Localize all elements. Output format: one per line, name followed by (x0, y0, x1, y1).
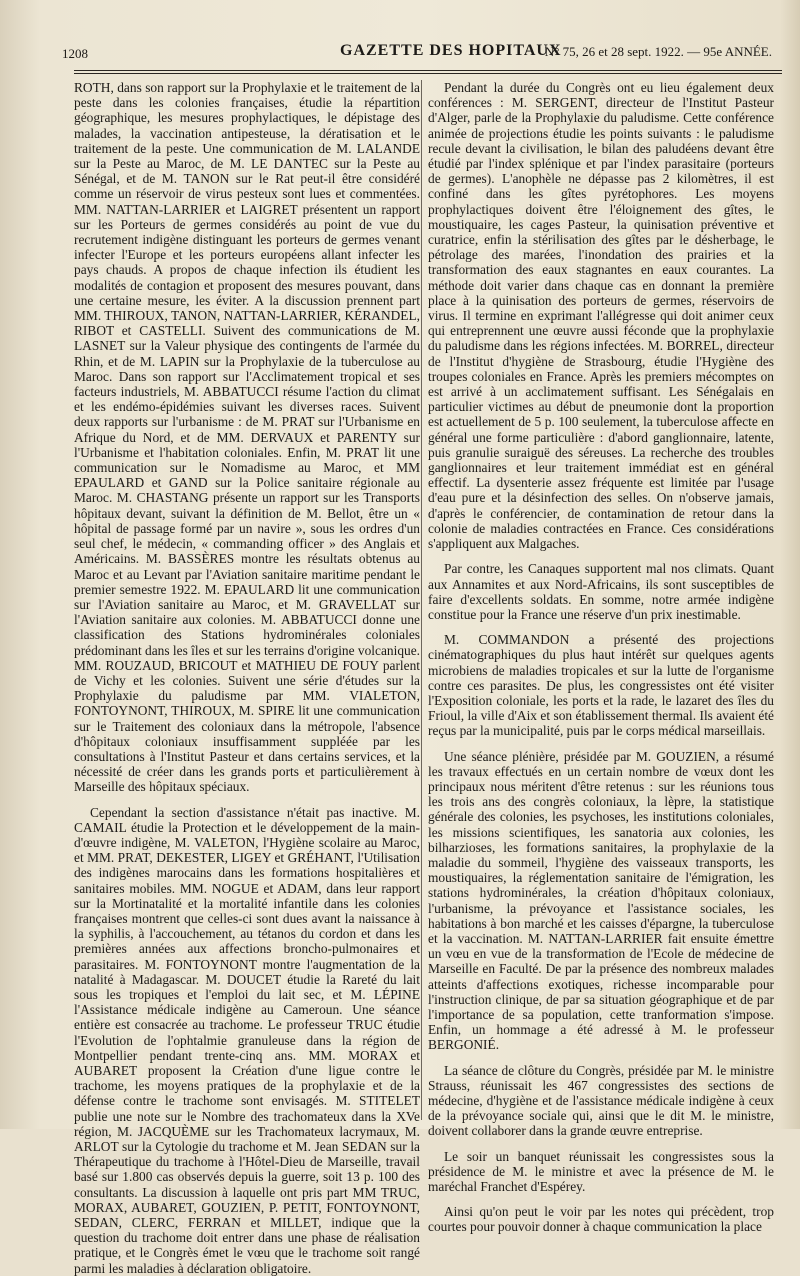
column-divider (421, 80, 422, 1120)
issue-info: N° 75, 26 et 28 sept. 1922. — 95e ANNÉE. (544, 44, 772, 59)
page-number: 1208 (62, 46, 88, 61)
paragraph: Pendant la durée du Congrès ont eu lieu également deux conférences : M. SERGENT, directeur de l'Institut Pasteur d'Alger, parle de la Prophylaxie du paludisme. Cette conférence animée de projections étudie les points suivants : le paludisme recule devant la civilisation, le bilan des paludéens devant être étudié par l'index splénique et par l'index parasitaire (porteurs de germes). L'anophèle ne dépasse pas 2 kilomètres, il est confiné dans les gîtes pyrétophores. Les moyens prophylactiques doivent être l'éloignement des gîtes, le moustiquaire, les cages Pasteur, la quinisation préventive et curatrice, enfin la stérilisation des gîtes par le désherbage, le pétrolage des marées, l'inondation des prairies et la transformation des eaux stagnantes en eaux courantes. La méthode doit varier dans chaque cas en donnant la première place à la quinisation des porteurs de germes, réservoirs de virus. Il termine en exprimant l'allégresse qui doit animer ceux qui entreprennent une œuvre aussi féconde que la prophylaxie du paludisme dans les régions infectées. M. BORREL, directeur de l'Institut d'hygiène de Strasbourg, étudie l'Hygiène des troupes coloniales en France. Après les premiers mécomptes on est arrivé à un acclimatement suffisant. Les Sénégalais en particulier victimes au début de pneumonie dont la proportion est actuellement de 5 p. 100 seulement, la tuberculose affecte en général une forme particulière : d'abord ganglionnaire, latente, puis granulie suraiguë des séreuses. La recherche des troubles ganglionnaires et leur traitement immédiat est en général effectif. La dysenterie assez fréquente est limitée par l'usage d'eau pure et la désinfection des selles. On n'observe jamais, d'après le conférencier, de contamination de retour dans la colonie de maladies contractées en France. Ces considérations s'appliquent aux Malgaches. (428, 80, 774, 552)
header-rule-bottom (74, 73, 782, 74)
paragraph: M. COMMANDON a présenté des projections cinématographiques du plus haut intérêt sur quelques agents microbiens de maladies tropicales et sur la lutte de l'organisme contre ces parasites. De plus, les congressistes ont été visiter l'Exposition coloniale, les ports et la rade, le lazaret des îles du Frioul, la ville d'Aix et son établissement thermal. Ils avaient été reçus par la municipalité, puis par le corps médical marseillais. (428, 632, 774, 739)
paragraph: Par contre, les Canaques supportent mal nos climats. Quant aux Annamites et aux Nord-Africains, ils sont susceptibles de faire d'excellents soldats. En somme, notre armée indigène constitue pour la France une réserve d'un prix inestimable. (428, 561, 774, 622)
journal-title: GAZETTE DES HOPITAUX (340, 42, 562, 59)
right-column (428, 80, 774, 1235)
paragraph: ROTH, dans son rapport sur la Prophylaxie et le traitement de la peste dans les colonies françaises, étudie la répartition géographique, les mesures prophylactiques, le dépistage des malades, la vaccination antipesteuse, la dératisation et le traitement de la peste. Une communication de M. LALANDE sur la Peste au Maroc, de M. LE DANTEC sur la Peste au Sénégal, et de M. TANON sur le Rat peut-il être considéré comme un réservoir de virus pesteux sont lues et commentées. MM. NATTAN-LARRIER et LAIGRET présentent un rapport sur les Porteurs de germes considérés au point de vue du recrutement indigène distinguant les porteurs de germes venant infecter l'Europe et les porteurs européens allant infecter les pays chauds. A propos de chaque infection ils étudient les modalités de contagion et proposent des mesures pouvant, dans une certaine mesure, les éviter. A la discussion prennent part MM. THIROUX, TANON, NATTAN-LARRIER, KÉRANDEL, RIBOT et CASTELLI. Suivent des communications de M. LASNET sur la Valeur physique des contingents de l'armée du Rhin, et de M. LAPIN sur la Prophylaxie de la tuberculose au Maroc. Dans son rapport sur l'Acclimatement tropical et ses facteurs industriels, M. ABBATUCCI résume l'action du climat et les endémo-épidémies suivant les diverses races. Suivent deux rapports sur l'urbanisme : de M. PRAT sur l'Urbanisme en Afrique du Nord, et de MM. DERVAUX et PARENTY sur l'Urbanisme et l'habitation coloniales. Enfin, M. PRAT lit une communication sur le Nomadisme au Maroc, et MM EPAULARD et GAND sur la Police sanitaire régionale au Maroc. M. CHASTANG présente un rapport sur les Transports hôpitaux devant, suivant la définition de M. Bellot, être un « hôpital de passage formé par un navire », sous les ordres d'un seul chef, le médecin, « commanding officer » des Anglais et Américains. M. BASSÈRES montre les résultats obtenus au Maroc et au Levant par l'Aviation sanitaire maritime pendant le premier semestre 1922. M. EPAULARD lit une communication sur l'Aviation sanitaire au Maroc, et M. GRAVELLAT sur l'Aviation sanitaire aux colonies. M. ABBATUCCI donne une classification des Stations hydrominérales coloniales prédominant dans les îles et sur les terrains d'origine volcanique. MM. ROUZAUD, BRICOUT et MATHIEU DE FOUY parlent de Vichy et les colonies. Suivent une série d'études sur la Prophylaxie du paludisme par MM. VIALETON, FONTOYNONT, THIROUX, M. SPIRE lit une communication sur le Traitement des coloniaux dans la métropole, l'absence d'hôpitaux coloniaux insuffisamment suppléée par les consultations à l'Institut Pasteur et dans certains services, et la nécessité de créer dans les grands ports et particulièrement à Marseille des hôpitaux spéciaux. (74, 80, 421, 795)
paragraph: Le soir un banquet réunissait les congressistes sous la présidence de M. le ministre et avec la présence de M. le maréchal Franchet d'Espérey. (428, 1148, 774, 1195)
page-header (58, 40, 778, 66)
paragraph: La séance de clôture du Congrès, présidée par M. le ministre Strauss, réunissait les 467 congressistes des sections de médecine, d'hygiène et de l'assistance médicale indigène à ceux de la prévoyance sociale qui, ainsi que le dit M. le ministre, doivent collaborer dans la grande œuvre entreprise. (428, 1062, 774, 1139)
left-column (74, 80, 421, 1276)
paragraph: Ainsi qu'on peut le voir par les notes qui précèdent, trop courtes pour pouvoir donner à chaque communication la place (428, 1204, 774, 1235)
header-rule-top (74, 70, 782, 71)
paragraph: Une séance plénière, présidée par M. GOUZIEN, a résumé les travaux effectués en un certain nombre de vœux dont les principaux nous méritent d'être retenus : sur les réunions tous les trois ans des congrès coloniaux, la lèpre, la statistique générale des colonies, les psychoses, les institutions coloniales, les missions scientifiques, les sanatoria aux colonies, les bilharzioses, les formations sanitaires, la prophylaxie de la maladie du sommeil, l'hygiène des vaisseaux transports, les moustiquaires, la réglementation sanitaire de l'émigration, les stations hydrominérales, la création d'hôpitaux coloniaux, l'urbanisme, la prévoyance et l'assistance sociales, les habitations à bon marché et les caisses d'épargne, la tuberculose et la vaccination. M. NATTAN-LARRIER fait ensuite émettre un vœu en vue de la transformation de l'Ecole de médecine de Marseille en Faculté. De par la présence des nombreux malades atteints d'affections exotiques, richesse incomparable pour l'instruction clinique, de par sa situation géographique et de par l'importance de sa population, cette tranformation s'impose. Enfin, un hommage a été adressé à M. le professeur BERGONIÉ. (428, 748, 774, 1053)
paragraph: Cependant la section d'assistance n'était pas inactive. M. CAMAIL étudie la Protection et le développement de la main-d'œuvre indigène, M. VALETON, l'Hygiène scolaire au Maroc, et MM. PRAT, DEKESTER, LIGEY et GRÉHANT, l'Utilisation des indigènes marocains dans les formations hospitalières et sanitaires mobiles. MM. NOGUE et ADAM, dans leur rapport sur la Mortinatalité et la mortalité infantile dans les colonies françaises montrent que celles-ci sont dues avant la naissance à la syphilis, à l'accouchement, au tétanos du cordon et dans les premières années aux affections broncho-pulmonaires et parasitaires. M. FONTOYNONT montre l'augmentation de la natalité à Madagascar. M. DOUCET étudie la Rareté du lait sous les tropiques et l'emploi du lait sec, et M. LÉPINE l'Assistance médicale indigène au Cameroun. Une séance entière est consacrée au trachome. Le professeur TRUC étudie l'Evolution de l'ophtalmie granuleuse dans la région de Montpellier pendant trente-cinq ans. MM. MORAX et AUBARET proposent la Création d'une ligue contre le trachome, les moyens pratiques de la prophylaxie et de la défense contre le trachome sont envisagés. M. STITELET publie une note sur le Nombre des trachomateux dans la XVe région, M. JACQUÈME sur les Trachomateux lacrymaux, M. ARLOT sur la Cytologie du trachome et M. Jean SEDAN sur la Thérapeutique du trachome à l'Hôtel-Dieu de Marseille, travail basé sur 1.800 cas observés depuis la guerre, soit 13 p. 100 des consultants. La discussion à laquelle ont pris part MM TRUC, MORAX, AUBARET, GOUZIEN, P. PETIT, FONTOYNONT, SEDAN, CLERC, FERRAN et MILLET, indique que la question du trachome doit entrer dans une phase de réalisation pratique, et le Congrès émet le vœu que le trachome soit rangé parmi les maladies à déclaration obligatoire. (74, 804, 420, 1276)
